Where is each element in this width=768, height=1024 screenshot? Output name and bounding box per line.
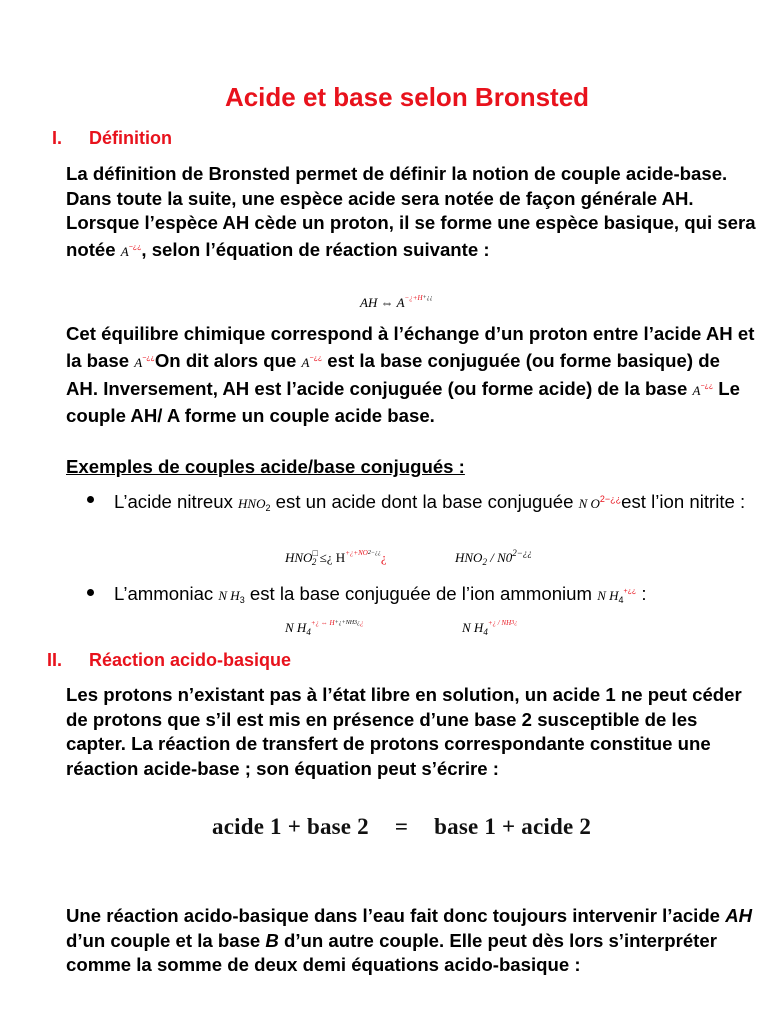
equation-superscript: +¿ ⇔ H xyxy=(310,619,335,627)
equation-nh4-dissociation xyxy=(285,619,364,637)
equation-subscript: 4 xyxy=(306,627,311,637)
bullet-icon xyxy=(87,589,94,596)
paragraph-text: d’un autre couple. Elle peut dès lors s’interpréter comme la somme de deux demi équations acido-basique : xyxy=(66,929,717,975)
example-ammonia xyxy=(88,580,758,613)
reaction-paragraph-2 xyxy=(66,904,756,978)
paragraph-text: La définition de Bronsted permet de définir la notion de couple acide-base. Dans toute la suite, une espèce acide sera notée de façon générale AH. Lorsque l’espèce AH cède un proton, il se forme une espèce basique, qui sera notée xyxy=(66,163,756,260)
equation-text: AH ⇔ A xyxy=(360,295,405,310)
equation-text: N H xyxy=(285,620,307,635)
math-superscript: 2−¿¿ xyxy=(599,494,622,504)
equation-hno2-pair xyxy=(455,548,532,567)
example-nitrous-acid xyxy=(88,487,758,521)
item-text: L’ammoniac xyxy=(114,583,219,604)
equation-equals: = xyxy=(394,814,409,839)
item-text: : xyxy=(636,583,647,604)
equation-text: / N0 xyxy=(490,550,513,565)
equation-text: ≤¿ H xyxy=(319,550,346,565)
equation-superscript: +¿+NO xyxy=(345,549,368,557)
italic-term: AH xyxy=(725,905,753,926)
paragraph-text: Une réaction acido-basique dans l’eau fait donc toujours intervenir l’acide xyxy=(66,905,726,926)
equation-subscript: 4 xyxy=(483,627,488,637)
section-heading-reaction xyxy=(47,650,291,671)
italic-term: B xyxy=(265,929,279,951)
equation-superscript: +¿+NH xyxy=(334,620,355,626)
reaction-paragraph-1: Les protons n’existant pas à l’état libre en solution, un acide 1 ne peut céder de protons que s’il est mis en présence d’une base 2 susceptible de les capter. La réaction de transfert de protons correspondante constitue une réaction acide-base ; son équation peut s’écrire : xyxy=(66,684,742,779)
math-A: A xyxy=(120,243,129,259)
acid-base-equation xyxy=(212,814,591,840)
examples-heading: Exemples de couples acide/base conjugués : xyxy=(66,456,465,477)
bullet-icon xyxy=(87,496,94,503)
math-no2: N O xyxy=(578,496,600,511)
math-subscript: 4 xyxy=(618,595,624,605)
equation-hno2-dissociation xyxy=(285,548,387,567)
equation-superscript: +¿¿ xyxy=(422,295,433,301)
equation-text: ¿ xyxy=(380,550,387,565)
math-superscript: −¿¿ xyxy=(128,243,142,251)
page-title: Acide et base selon Bronsted xyxy=(224,82,590,112)
equation-text: HNO xyxy=(455,550,483,565)
item-text: est la base conjuguée de l’ion ammonium xyxy=(244,583,598,604)
equation-superscript: 2−¿¿ xyxy=(512,548,532,558)
equation-ah-dissociation xyxy=(360,294,433,311)
definition-paragraph-2 xyxy=(66,322,756,428)
math-superscript: −¿¿ xyxy=(309,354,323,362)
item-text: L’acide nitreux xyxy=(114,491,239,512)
paragraph-text: , selon l’équation de réaction suivante : xyxy=(141,238,490,260)
math-A: A xyxy=(692,383,701,398)
equation-subscript: 2 xyxy=(311,557,317,567)
equation-superscript: +¿ / NH xyxy=(487,619,512,627)
equation-superscript: 2−¿¿ xyxy=(367,550,381,556)
math-nh4: N H xyxy=(597,588,619,603)
math-subscript: 3 xyxy=(239,595,245,605)
paragraph-text: d’un couple et la base xyxy=(66,929,266,951)
math-superscript: −¿¿ xyxy=(700,383,714,390)
equation-superscript: 3¿ xyxy=(354,620,361,626)
equation-box: □ xyxy=(312,548,318,558)
paragraph-text: Cet équilibre chimique correspond à l’échange d’un proton entre l’acide AH et la base xyxy=(66,323,755,371)
section-heading-definition xyxy=(52,128,172,149)
list-item-text xyxy=(88,580,758,613)
section-title: Définition xyxy=(89,128,172,148)
equation-superscript: 3¿ xyxy=(511,620,518,626)
section-number: I. xyxy=(52,128,63,148)
paragraph-text: est la base conjuguée (ou forme basique) de AH. Inversement, AH est l’acide conjuguée (ou forme acide) de la base xyxy=(66,349,720,399)
equation-text: HNO xyxy=(285,550,313,565)
math-A: A xyxy=(134,354,143,370)
equation-text: N H xyxy=(462,620,484,635)
equation-nh4-pair xyxy=(462,619,517,637)
section-title: Réaction acido-basique xyxy=(89,650,292,670)
equation-superscript: ¿ xyxy=(360,619,364,627)
equation-superscript: −¿+H xyxy=(404,294,423,302)
equation-subscript: 2 xyxy=(482,557,487,567)
equation-right: base 1 + acide 2 xyxy=(434,814,592,839)
paragraph-text: Le couple AH/ A forme un couple acide base. xyxy=(66,378,740,426)
equation-left: acide 1 + base 2 xyxy=(212,814,369,839)
math-nh3: N H xyxy=(218,588,240,603)
item-text: est l’ion nitrite : xyxy=(621,491,746,512)
math-A: A xyxy=(301,354,310,370)
definition-paragraph-1 xyxy=(66,162,756,264)
item-text: est un acide dont la base conjuguée xyxy=(270,491,579,512)
list-item-text xyxy=(88,487,758,521)
math-hno2: HNO xyxy=(238,496,266,511)
math-superscript: −¿¿ xyxy=(142,354,155,362)
paragraph-text: On dit alors que xyxy=(154,349,302,371)
math-subscript: 2 xyxy=(265,503,271,513)
math-superscript: +¿¿ xyxy=(623,588,637,595)
section-number: II. xyxy=(47,650,63,670)
